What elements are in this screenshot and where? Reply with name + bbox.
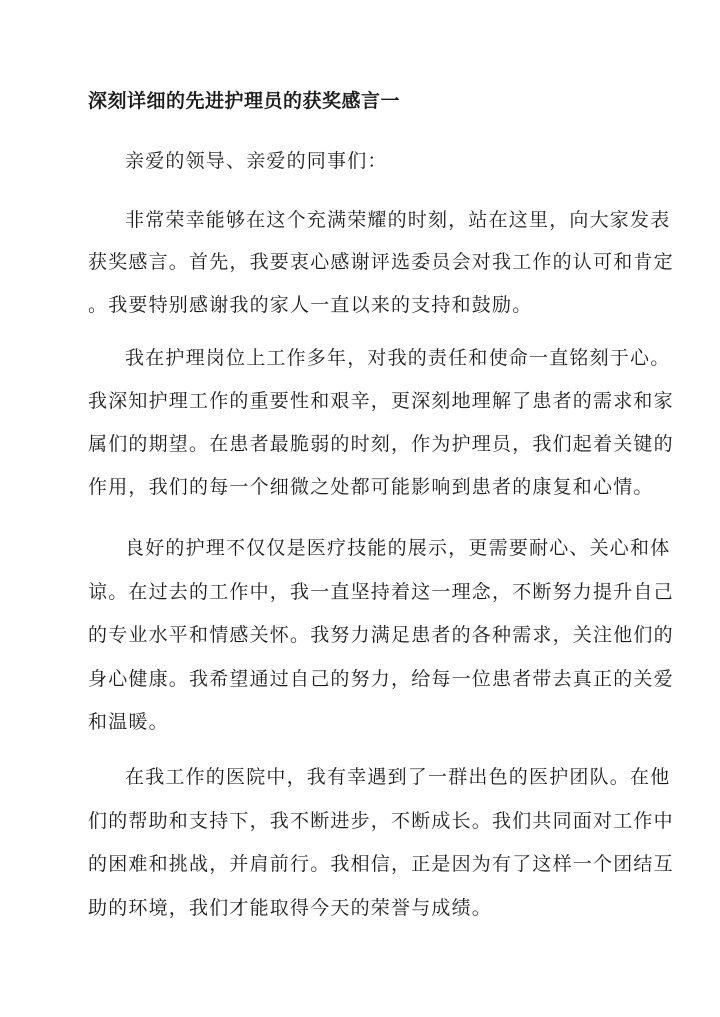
document-title: 深刻详细的先进护理员的获奖感言一 <box>88 90 401 112</box>
paragraph-1-line-2: 获奖感言。首先，我要衷心感谢评选委员会对我工作的认可和肯定 <box>88 251 674 273</box>
paragraph-4-line-2: 们的帮助和支持下，我不断进步，不断成长。我们共同面对工作中 <box>88 810 674 832</box>
paragraph-3-line-3: 的专业水平和情感关怀。我努力满足患者的各种需求，关注他们的 <box>88 624 674 646</box>
paragraph-3-line-2: 谅。在过去的工作中，我一直坚持着这一理念，不断努力提升自己 <box>88 581 674 603</box>
paragraph-1-line-1: 非常荣幸能够在这个充满荣耀的时刻，站在这里，向大家发表 <box>125 209 671 231</box>
paragraph-3-line-5: 和温暖。 <box>88 711 169 733</box>
paragraph-4-line-3: 的困难和挑战，并肩前行。我相信，正是因为有了这样一个团结互 <box>88 853 674 875</box>
paragraph-2-line-4: 作用，我们的每一个细微之处都可能影响到患者的康复和心情。 <box>88 476 654 498</box>
paragraph-4-line-4: 助的环境，我们才能取得今天的荣誉与成绩。 <box>88 897 493 919</box>
paragraph-2-line-1: 我在护理岗位上工作多年，对我的责任和使命一直铭刻于心。 <box>125 347 671 369</box>
paragraph-2-line-3: 属们的期望。在患者最脆弱的时刻，作为护理员，我们起着关键的 <box>88 433 674 455</box>
paragraph-3-line-4: 身心健康。我希望通过自己的努力，给每一位患者带去真正的关爱 <box>88 668 674 690</box>
paragraph-2-line-2: 我深知护理工作的重要性和艰辛，更深刻地理解了患者的需求和家 <box>88 390 674 412</box>
paragraph-4-line-1: 在我工作的医院中，我有幸遇到了一群出色的医护团队。在他 <box>125 766 671 788</box>
paragraph-1-line-3: 。我要特别感谢我的家人一直以来的支持和鼓励。 <box>88 294 533 316</box>
paragraph-3-line-1: 良好的护理不仅仅是医疗技能的展示，更需要耐心、关心和体 <box>125 537 671 559</box>
salutation: 亲爱的领导、亲爱的同事们： <box>125 150 388 172</box>
